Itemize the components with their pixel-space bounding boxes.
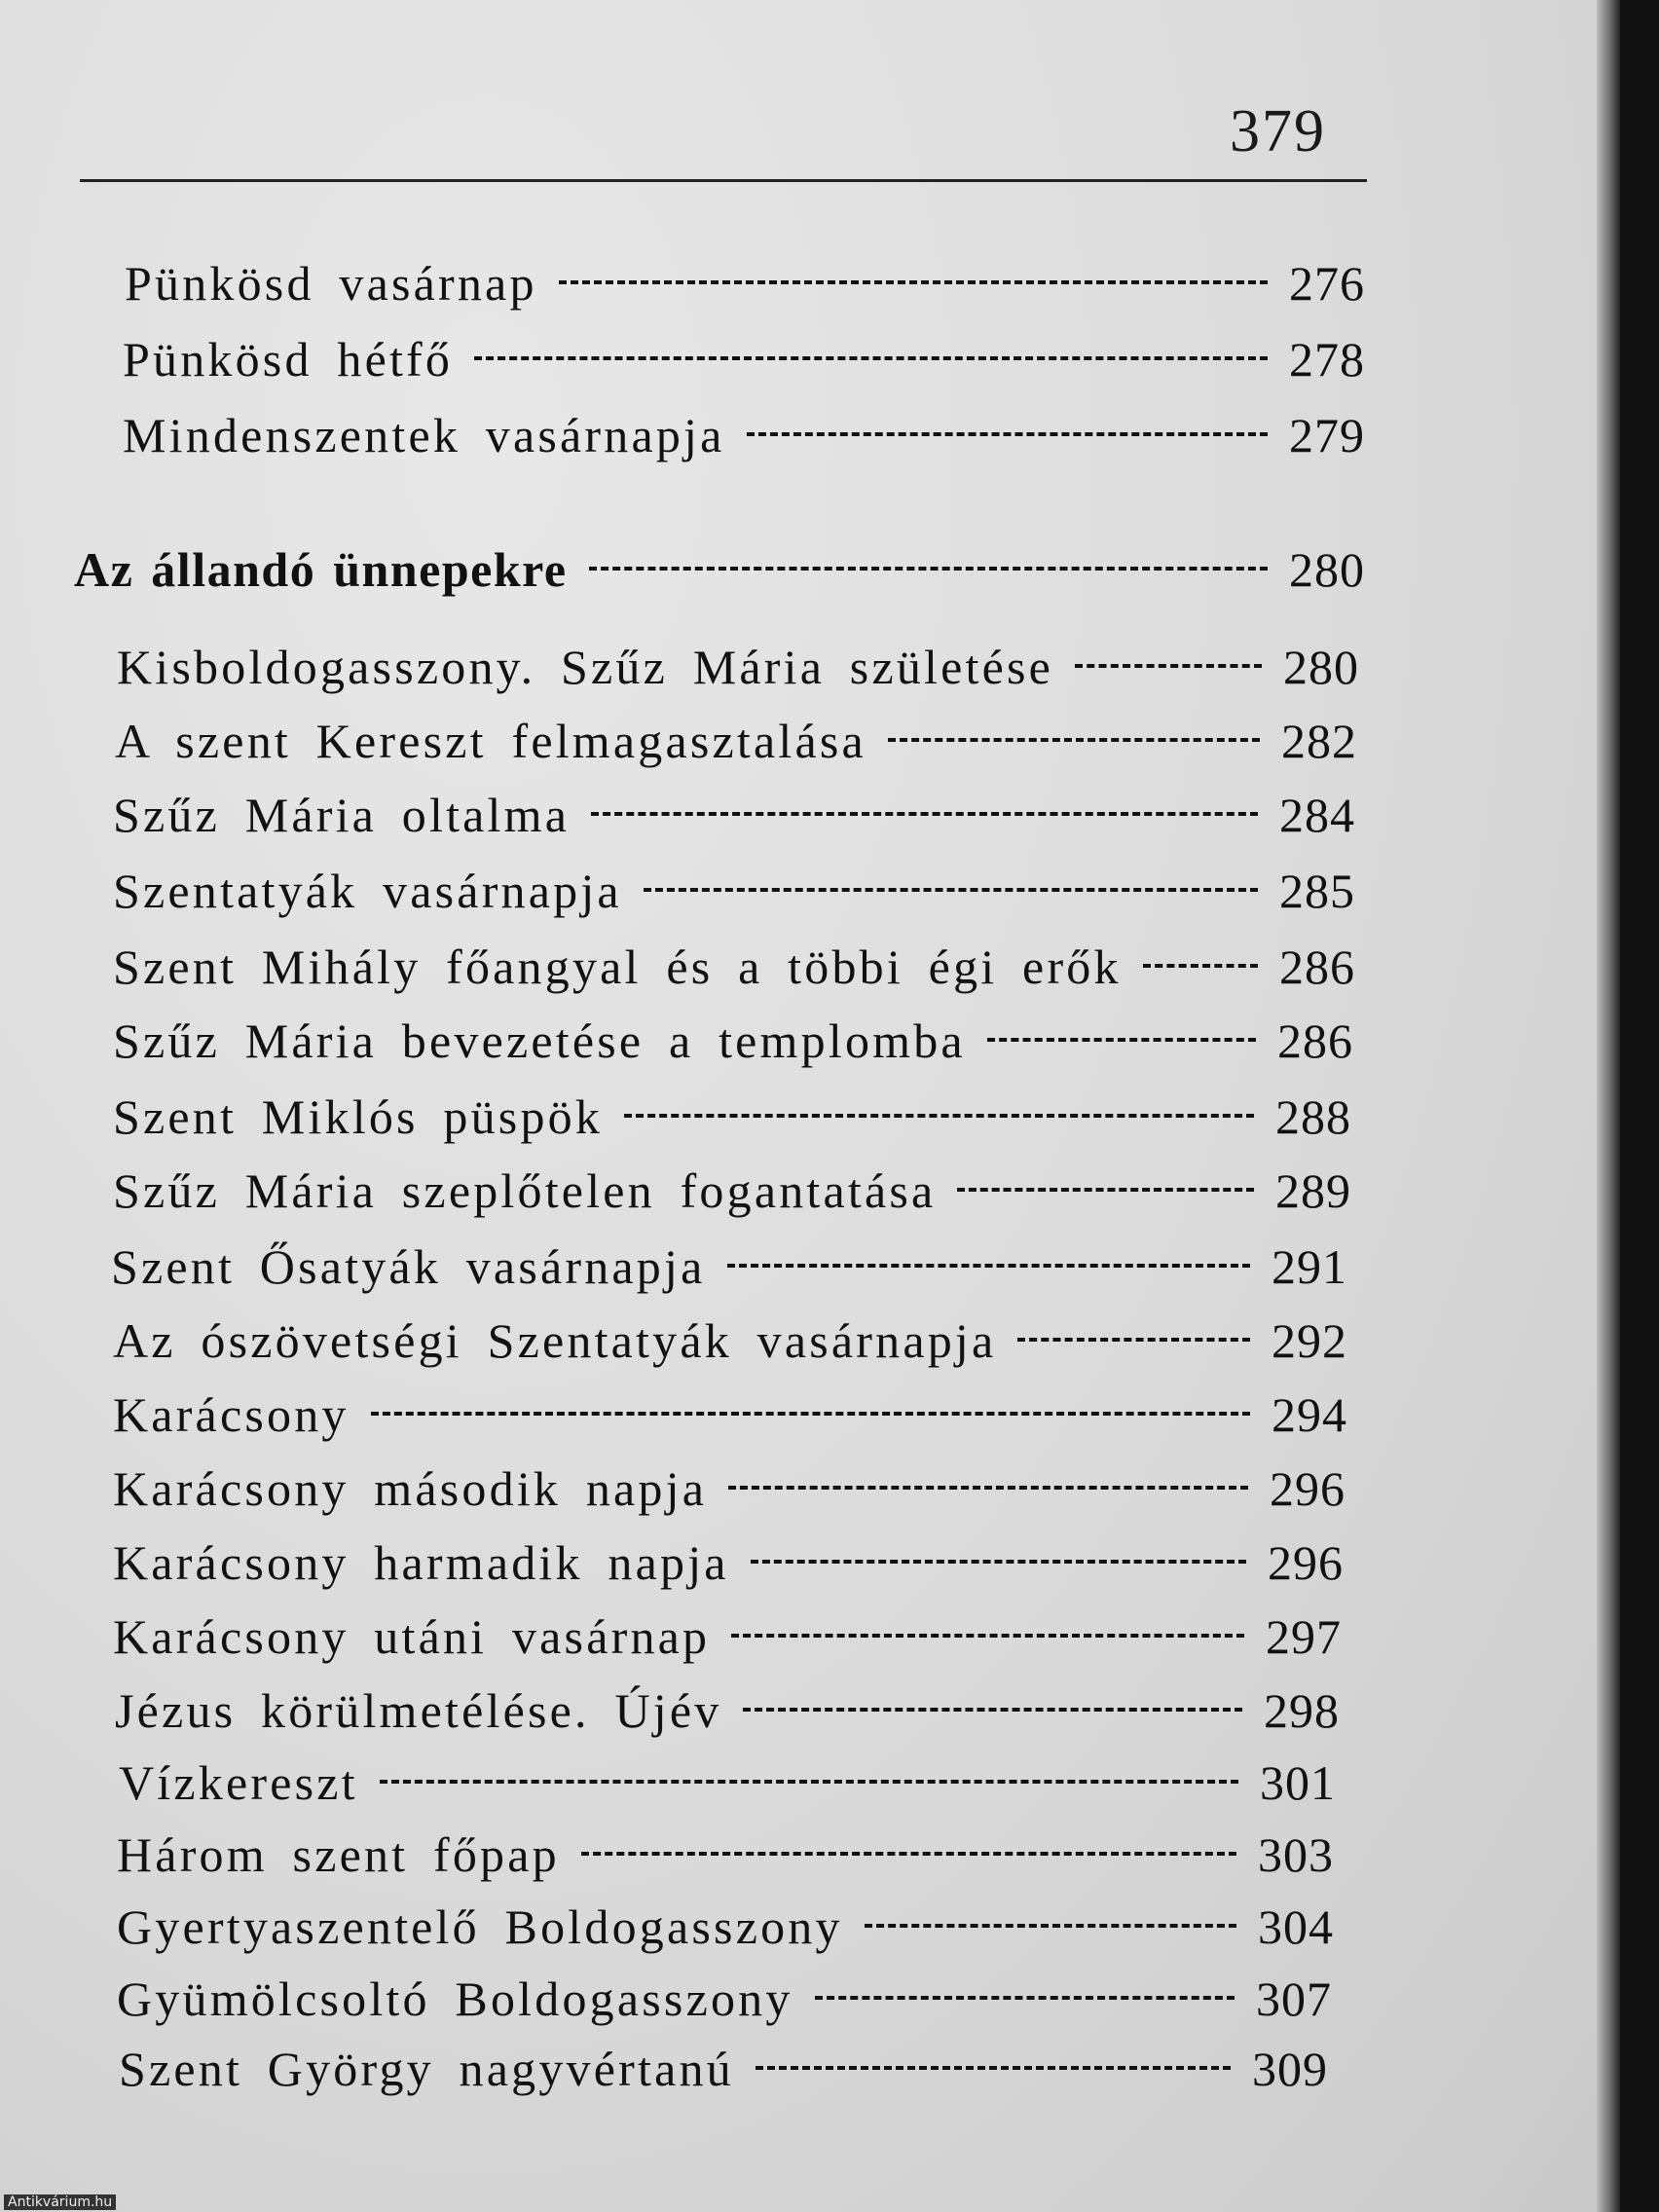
toc-entry-title: Pünkösd vasárnap xyxy=(125,256,537,311)
toc-entry-page: 278 xyxy=(1289,332,1365,387)
toc-entry xyxy=(113,787,1355,857)
toc-entry-page: 289 xyxy=(1275,1163,1351,1218)
toc-entry-page: 309 xyxy=(1252,2042,1328,2096)
toc-entry-page: 298 xyxy=(1264,1683,1340,1738)
toc-dash-leader xyxy=(728,1486,1248,1490)
toc-entry-title: Gyümölcsoltó Boldogasszony xyxy=(117,1972,793,2026)
toc-dash-leader xyxy=(747,432,1268,436)
toc-dash-leader xyxy=(591,812,1258,816)
toc-entry-title: Karácsony utáni vasárnap xyxy=(113,1609,711,1664)
watermark: Antikvárium.hu xyxy=(4,2194,116,2210)
page-number: 379 xyxy=(1230,98,1326,165)
toc-entry-page: 280 xyxy=(1283,640,1359,694)
toc-section-heading xyxy=(74,541,1365,611)
toc-entry xyxy=(115,1682,1340,1752)
toc-entry-page: 297 xyxy=(1266,1609,1342,1664)
toc-entry xyxy=(113,1088,1351,1159)
toc-entry xyxy=(113,1013,1353,1083)
toc-entry-page: 296 xyxy=(1268,1535,1344,1590)
toc-dash-leader xyxy=(727,1264,1251,1268)
toc-dash-leader xyxy=(589,567,1268,571)
toc-entry-page: 294 xyxy=(1272,1387,1347,1442)
toc-dash-leader xyxy=(743,1708,1242,1712)
toc-entry xyxy=(113,1162,1351,1233)
toc-entry xyxy=(113,1460,1346,1530)
toc-entry-title: Pünkösd hétfő xyxy=(123,332,454,387)
toc-dash-leader xyxy=(1017,1338,1250,1342)
toc-entry xyxy=(117,1826,1334,1897)
toc-entry xyxy=(115,713,1357,783)
toc-dash-leader xyxy=(957,1188,1254,1192)
toc-entry-title: Gyertyaszentelő Boldogasszony xyxy=(117,1899,843,1954)
toc-entry-page: 303 xyxy=(1258,1827,1334,1882)
toc-dash-leader xyxy=(756,2066,1231,2070)
toc-entry-title: Az állandó ünnepekre xyxy=(74,542,568,597)
toc-entry-title: Szent György nagyvértanú xyxy=(119,2042,734,2096)
toc-entry-title: Karácsony xyxy=(113,1387,350,1442)
toc-entry-title: Karácsony második napja xyxy=(113,1461,708,1516)
toc-entry-title: Szűz Mária szeplőtelen fogantatása xyxy=(113,1163,937,1218)
toc-entry-page: 286 xyxy=(1279,940,1355,994)
toc-entry-page: 286 xyxy=(1277,1014,1353,1068)
toc-entry-page: 292 xyxy=(1272,1313,1347,1368)
toc-entry-page: 282 xyxy=(1281,714,1357,768)
toc-dash-leader xyxy=(559,280,1268,284)
toc-entry-title: Mindenszentek vasárnapja xyxy=(123,408,725,462)
toc-dash-leader xyxy=(865,1924,1236,1928)
toc-entry-title: Szentatyák vasárnapja xyxy=(113,864,622,918)
toc-dash-leader xyxy=(987,1038,1256,1042)
toc-dash-leader xyxy=(888,738,1260,742)
toc-entry xyxy=(111,1238,1347,1309)
toc-entry-title: Három szent főpap xyxy=(117,1827,560,1882)
toc-entry-page: 276 xyxy=(1289,256,1365,311)
toc-entry xyxy=(119,2041,1328,2111)
toc-dash-leader xyxy=(751,1560,1246,1564)
toc-entry-page: 296 xyxy=(1270,1461,1346,1516)
toc-entry-page: 279 xyxy=(1289,408,1365,462)
toc-entry-page: 304 xyxy=(1258,1899,1334,1954)
toc-dash-leader xyxy=(624,1114,1254,1118)
toc-entry xyxy=(117,1899,1334,1969)
toc-dash-leader xyxy=(815,1996,1235,2000)
toc-entry-page: 288 xyxy=(1275,1089,1351,1144)
toc-entry xyxy=(123,331,1365,401)
toc-entry-page: 280 xyxy=(1289,542,1365,597)
toc-entry-title: Vízkereszt xyxy=(119,1755,358,1810)
toc-entry xyxy=(113,1608,1342,1678)
toc-entry-page: 291 xyxy=(1272,1239,1347,1294)
toc-entry-title: Az ószövetségi Szentatyák vasárnapja xyxy=(113,1313,997,1368)
toc-dash-leader xyxy=(1075,664,1262,668)
toc-entry xyxy=(113,1534,1344,1604)
toc-dash-leader xyxy=(731,1634,1244,1638)
toc-entry xyxy=(113,939,1355,1009)
toc-entry-page: 285 xyxy=(1279,864,1355,918)
toc-entry-title: A szent Kereszt felmagasztalása xyxy=(115,714,866,768)
toc-entry-title: Kisboldogasszony. Szűz Mária születése xyxy=(117,640,1054,694)
toc-entry-title: Szűz Mária oltalma xyxy=(113,788,571,842)
toc-dash-leader xyxy=(474,356,1268,360)
toc-entry xyxy=(117,1971,1332,2041)
toc-entry xyxy=(125,255,1365,325)
toc-entry-title: Jézus körülmetélése. Újév xyxy=(115,1683,722,1738)
toc-entry-title: Szent Ősatyák vasárnapja xyxy=(111,1239,706,1294)
toc-entry-title: Karácsony harmadik napja xyxy=(113,1535,729,1590)
page-edge-shadow xyxy=(1597,0,1620,2212)
toc-dash-leader xyxy=(1143,964,1258,968)
toc-dash-leader xyxy=(581,1852,1236,1856)
toc-dash-leader xyxy=(371,1412,1250,1416)
toc-entry xyxy=(119,1754,1336,1825)
toc-entry xyxy=(113,1386,1347,1456)
toc-entry-title: Szűz Mária bevezetése a templomba xyxy=(113,1014,966,1068)
toc-entry xyxy=(113,863,1355,933)
toc-entry xyxy=(113,1312,1347,1382)
toc-entry-page: 284 xyxy=(1279,788,1355,842)
toc-entry-page: 307 xyxy=(1256,1972,1332,2026)
toc-entry-title: Szent Miklós püspök xyxy=(113,1089,604,1144)
toc-entry xyxy=(117,639,1359,709)
toc-entry-title: Szent Mihály főangyal és a többi égi erők xyxy=(113,940,1122,994)
toc-entry xyxy=(123,407,1365,477)
toc-entry-page: 301 xyxy=(1260,1755,1336,1810)
toc-dash-leader xyxy=(644,888,1258,892)
toc-dash-leader xyxy=(380,1780,1238,1784)
